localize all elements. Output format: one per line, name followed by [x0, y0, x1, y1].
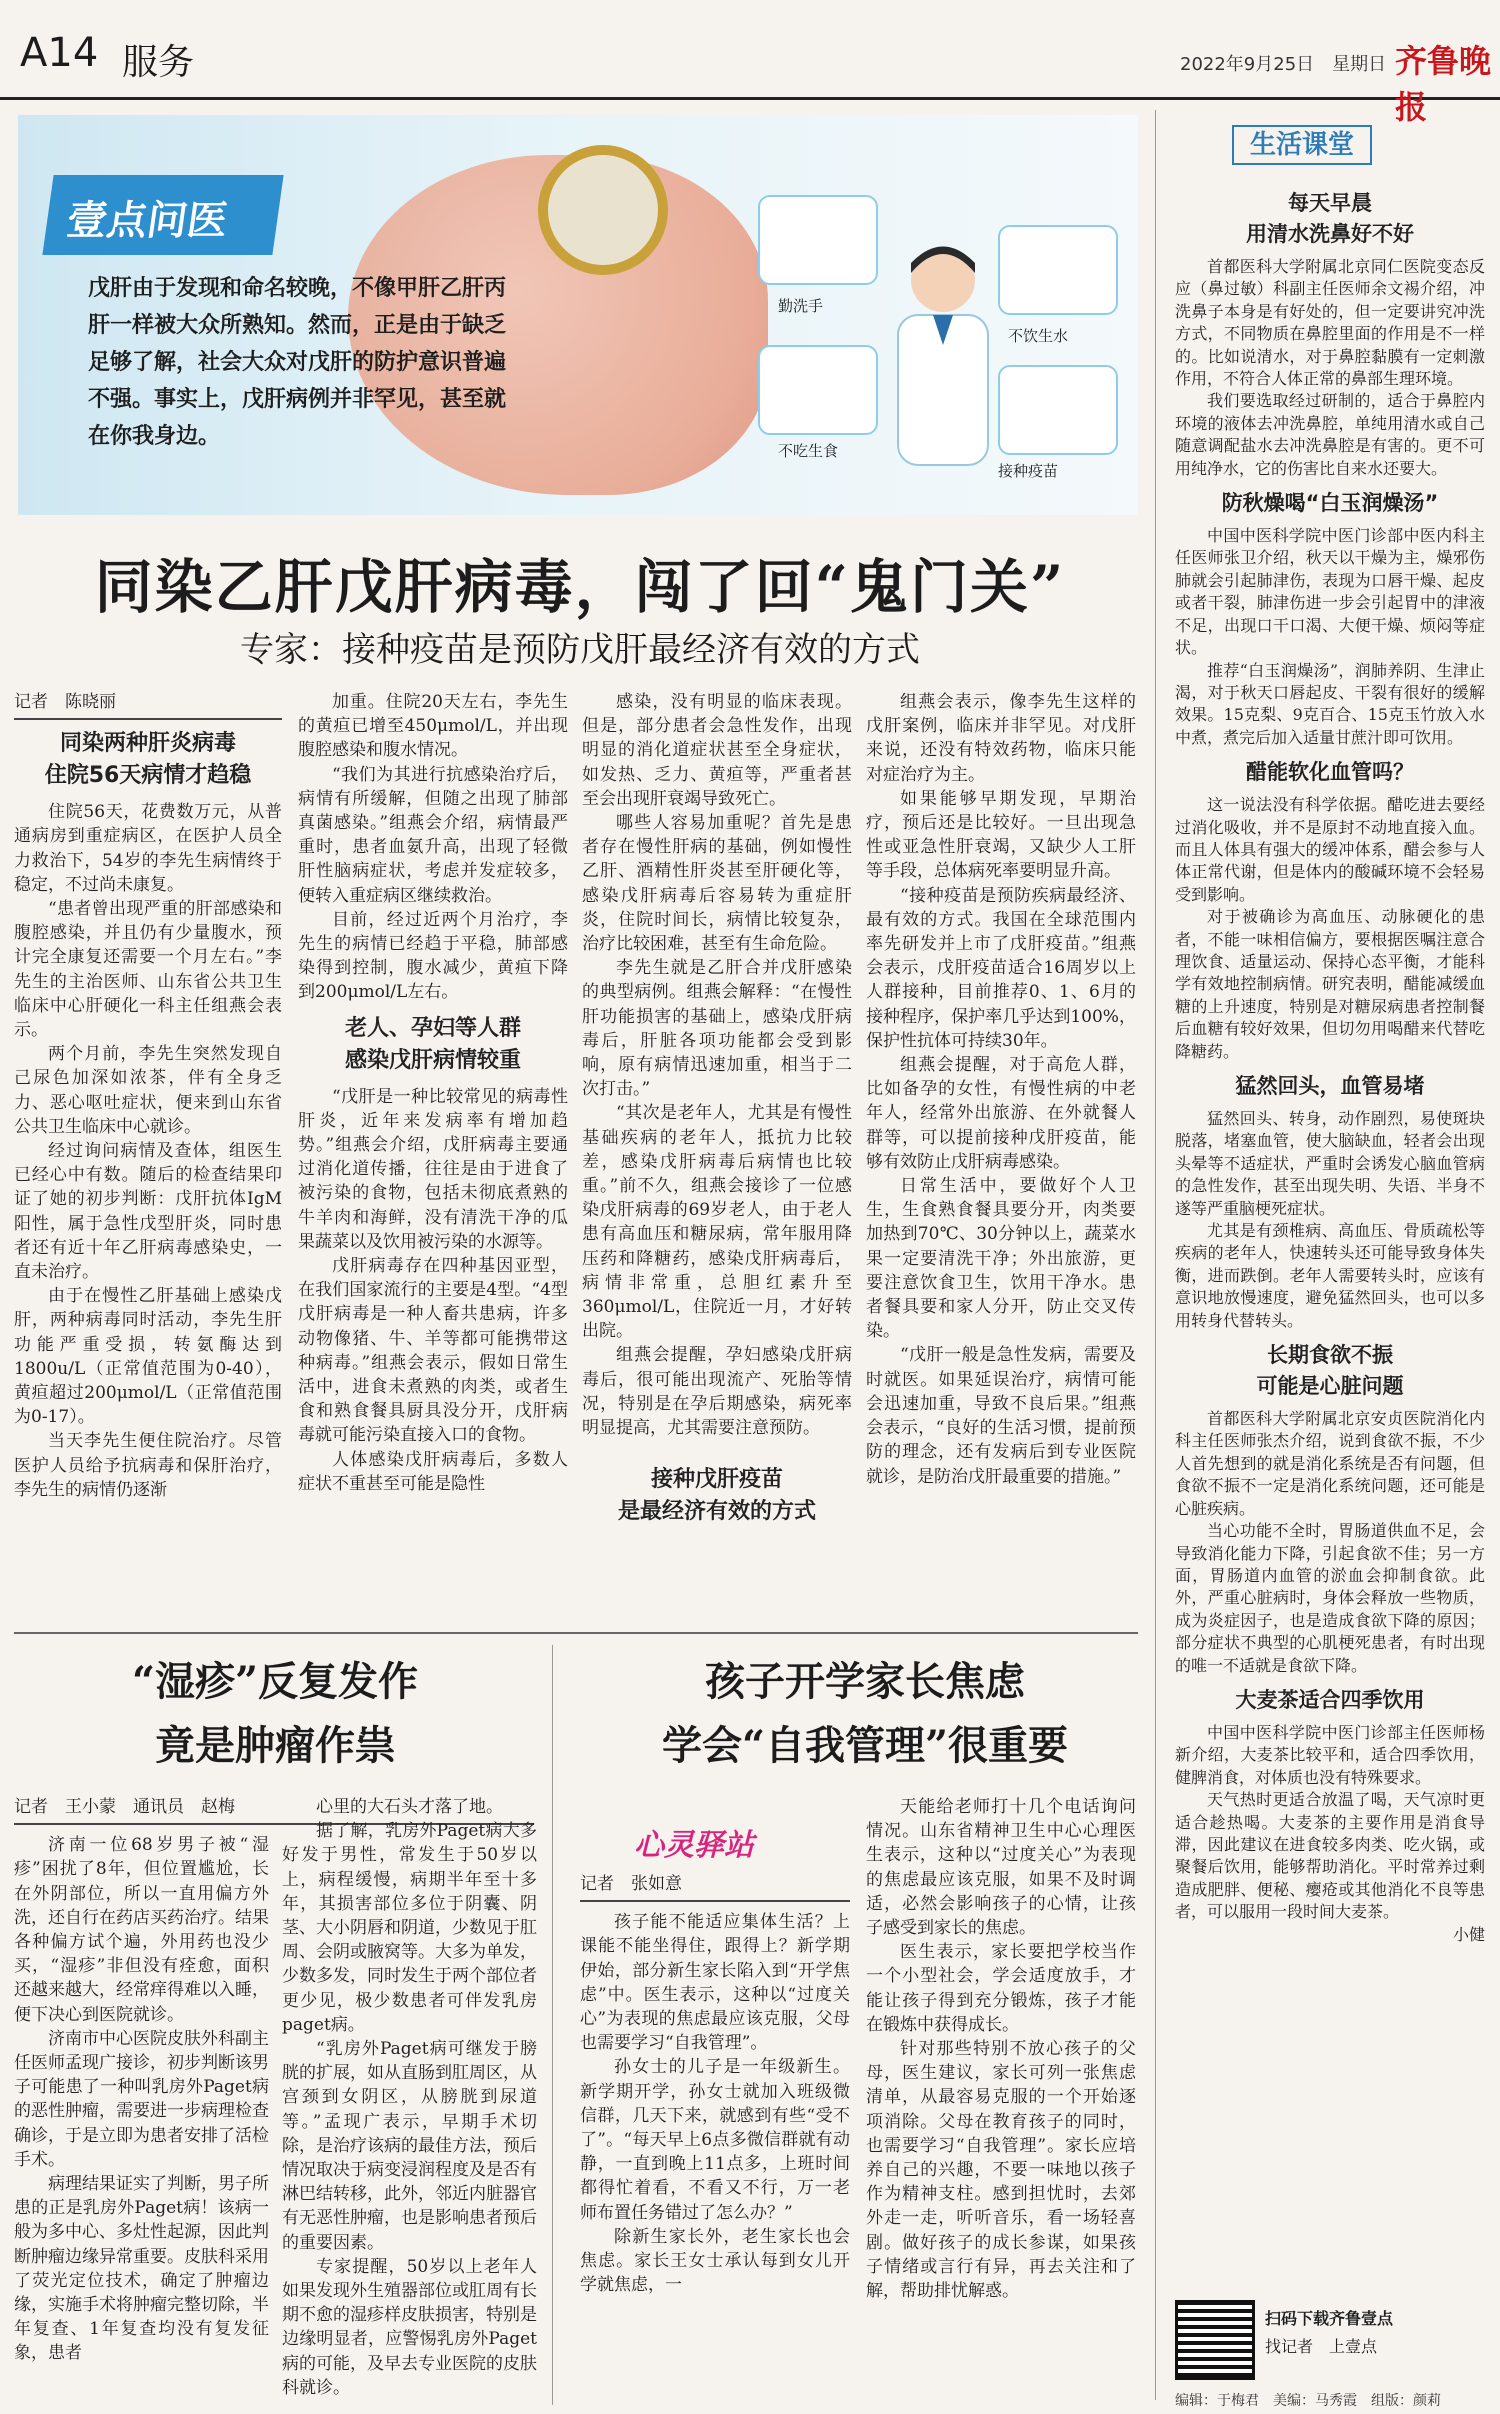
sidebar-item-title: 醋能软化血管吗？: [1246, 760, 1414, 785]
qr-caption-line: 扫码下载齐鲁壹点: [1265, 2309, 1394, 2328]
sidebar-item-title: 长期食欲不振 可能是心脏问题: [1256, 1343, 1404, 1399]
paragraph: 病理结果证实了判断，男子所患的正是乳房外Paget病！该病一般为多中心、多灶性起源，因此判断肿瘤边缘异常重要。皮肤科采用了荧光定位技术，确定了肿瘤边缘，实施手术将肿瘤完整切除，半年复查、1年复查均没有复发征象，患者: [14, 2174, 269, 2364]
label-wash-hands: 勤洗手: [778, 297, 824, 315]
handwash-icon: [758, 195, 878, 285]
paragraph: 当天李先生便住院治疗。尽管医护人员给予抗病毒和保肝治疗，李先生的病情仍逐渐: [14, 1431, 282, 1500]
masthead: [0, 0, 1500, 126]
paragraph: 由于在慢性乙肝基础上感染戊肝，两种病毒同时活动，李先生肝功能严重受损，转氨酶达到1800u/L（正常值范围为0-40），黄疸超过200μmol/L（正常值范围为0-17）。: [14, 1286, 282, 1428]
byline: 记者 张如意: [580, 1872, 850, 1902]
paragraph: “戊肝一般是急性发病，需要及时就医。如果延误治疗，病情可能会迅速加重，导致不良后果。”组燕会表示，“良好的生活习惯，提前预防的理念，还有发病后到专业医院就诊，是防治戊肝最重要的措施。”: [866, 1345, 1136, 1487]
editor-credits: 编辑：于梅君 美编：马秀霞 组版：颜莉: [1175, 2393, 1441, 2409]
paragraph: 目前，经过近两个月治疗，李先生的病情已经趋于平稳，肺部感染得到控制，腹水减少，黄疸下降到200μmol/L左右。: [298, 909, 568, 1003]
paragraph: “我们为其进行抗感染治疗后，病情有所缓解，但随之出现了肺部真菌感染。”组燕会介绍，病情最严重时，患者血氨升高，出现了轻微肝性脑病症状，考虑并发症较多，便转入重症病区继续救治。: [298, 764, 568, 906]
sidebar-paragraph: 推荐“白玉润燥汤”，润肺养阴、生津止渴，对于秋天口唇起皮、干裂有很好的缓解效果。15克梨、9克百合、15克玉竹放入水中煮，煮完后加入适量甘蔗汁即可饮用。: [1175, 660, 1485, 747]
paragraph: 住院56天，花费数万元，从普通病房到重症病区，在医护人员全力救治下，54岁的李先生病情终于稳定，不过尚未康复。: [14, 802, 282, 895]
paragraph-group: [580, 1910, 850, 2297]
paragraph: 李先生就是乙肝合并戊肝感染的典型病例。组燕会解释：“在慢性肝功能损害的基础上，感染戊肝病毒后，肝脏各项功能都会受到影响，原有病情迅速加重，相当于二次打击。”: [582, 958, 852, 1100]
sidebar-paragraph: 我们要选取经过研制的，适合于鼻腔内环境的液体去冲洗鼻腔，单纯用清水或自己随意调配盐水去冲洗鼻腔是有害的。更不可用纯净水，它的伤害比自来水还要大。: [1175, 391, 1485, 478]
paragraph-group: [282, 1795, 537, 2400]
article-headline: “湿疹”反复发作 竟是肿瘤作祟: [131, 1658, 418, 1769]
paragraph: “其次是老年人，尤其是有慢性基础疾病的老年人，抵抗力比较差，感染戊肝病毒后病情也比较重。”前不久，组燕会接诊了一位感染戊肝病毒的69岁老人，由于老人患有高血压和糖尿病，常年服用降压药和降糖药，感染戊肝病毒后，病情非常重，总胆红素升至360μmol/L，住院近一月，才好转出院。: [582, 1103, 852, 1342]
sidebar-tag: 生活课堂: [1232, 125, 1372, 165]
paragraph: 戊肝病毒存在四种基因亚型，在我们国家流行的主要是4型。“4型戊肝病毒是一种人畜共患病，许多动物像猪、牛、羊等都可能携带这种病毒。”组燕会表示，假如日常生活中，进食未煮熟的肉类，或者生食和熟食餐具厨具没分开，戊肝病毒就可能污染直接入口的食物。: [298, 1256, 568, 1446]
column-logo: 心灵驿站: [634, 1828, 754, 1863]
paragraph: 孩子能不能适应集体生活？上课能不能坐得住，跟得上？新学期伊始，部分新生家长陷入到“开学焦虑”中。医生表示，这种以“过度关心”为表现的焦虑最应该克服，父母也需要学习“自我管理”。: [580, 1912, 850, 2054]
divider: [14, 1632, 1138, 1634]
paragraph: 日常生活中，要做好个人卫生，生食熟食餐具要分开，肉类要加热到70℃、30分钟以上，蔬菜水果一定要清洗干净；外出旅游，更要注意饮食卫生，饮用干净水。患者餐具要和家人分开，防止交叉传染。: [866, 1176, 1136, 1342]
sidebar-paragraph: 这一说法没有科学依据。醋吃进去要经过消化吸收，并不是原封不动地直接入血。而且人体具有强大的缓冲体系，醋会参与人体正常代谢，但是体内的酸碱环境不会轻易受到影响。: [1175, 795, 1485, 904]
article1-column-1: [14, 690, 282, 1502]
paragraph: 组燕会提醒，孕妇感染戊肝病毒后，很可能出现流产、死胎等情况，特别是在孕后期感染，病死率明显提高，尤其需要注意预防。: [582, 1345, 852, 1439]
paragraph: 济南市中心医院皮肤外科副主任医师孟现广接诊，初步判断该男子可能患了一种叫乳房外Paget病的恶性肿瘤，需要进一步病理检查确诊，于是立即为患者安排了活检手术。: [14, 2028, 269, 2170]
stethoscope-icon: [538, 145, 668, 275]
paragraph: “戊肝是一种比较常见的病毒性肝炎，近年来发病率有增加趋势。”组燕会介绍，戊肝病毒主要通过消化道传播，往往是由于进食了被污染的食物，包括未彻底煮熟的牛羊肉和海鲜，没有清洗干净的瓜果蔬菜以及饮用被污染的水源等。: [298, 1086, 568, 1252]
paragraph: 组燕会表示，像李先生这样的戊肝案例，临床并非罕见。对戊肝来说，还没有特效药物，临床只能对症治疗为主。: [866, 692, 1136, 785]
paragraph: 人体感染戊肝病毒后，多数人症状不重甚至可能是隐性: [298, 1449, 568, 1494]
section-name: 服务: [122, 42, 195, 83]
banner-illustration: [18, 115, 1138, 515]
sidebar-paragraph: 尤其是有颈椎病、高血压、骨质疏松等疾病的老年人，快速转头还可能导致身体失衡，进而跌倒。老年人需要转头时，应该有意识地放慢速度，避免猛然回头，也可以多用转身代替转头。: [1175, 1221, 1485, 1330]
sidebar-item-title: 每天早晨 用清水洗鼻好不好: [1246, 191, 1414, 246]
sidebar-author: 小健: [1452, 1924, 1485, 1944]
sidebar-paragraph: 天气热时更适合放温了喝，天气凉时更适合趁热喝。大麦茶的主要作用是消食导滞，因此建议在进食较多肉类、吃火锅，或聚餐后饮用，能够帮助消化。平时常养过剩造成肥胖、便秘、瘿疮或其他消化不良等患者，可以服用一段时间大麦茶。: [1175, 1790, 1485, 1922]
banner-intro: 戊肝由于发现和命名较晚，不像甲肝乙肝丙肝一样被大众所熟知。然而，正是由于缺乏足够了解，社会大众对戊肝的防护意识普遍不强。事实上，戊肝病例并非罕见，甚至就在你我身边。: [88, 275, 507, 449]
paragraph-group: [14, 1833, 269, 2365]
prevention-panel: [758, 195, 1118, 495]
article1-column-2: [298, 690, 568, 1496]
qr-code[interactable]: [1175, 2300, 1255, 2380]
paragraph-group: [298, 1085, 568, 1496]
paragraph-group: [866, 1795, 1136, 2303]
sidebar-item-title: 大麦茶适合四季饮用: [1235, 1687, 1425, 1712]
subhead: 接种戊肝疫苗 是最经济有效的方式: [617, 1467, 816, 1525]
sidebar-paragraph: 中国中医科学院中医门诊部中医内科主任医师张卫介绍，秋天以干燥为主，燥邪伤肺就会引起肺津伤，表现为口唇干燥、起皮或者干裂，肺津伤进一步会引起胃中的津液不足，出现口干口渴、大便干燥、烦闷等症状。: [1175, 526, 1485, 658]
article-headline: 同染乙肝戊肝病毒，闯了回“鬼门关”: [94, 553, 1066, 621]
byline: 记者 王小蒙 通讯员 赵梅: [14, 1795, 534, 1825]
sidebar-item-title: 防秋燥喝“白玉润燥汤”: [1221, 491, 1439, 516]
paragraph-group: [582, 690, 852, 1440]
sidebar-paragraph: 当心功能不全时，胃肠道供血不足，会导致消化能力下降，引起食欲不佳；另一方面，胃肠道内血管的淤血会抑制食欲。此外，严重心脏病时，身体会释放一些物质，成为炎症因子，也是造成食欲下降的原因；部分症状不典型的心肌梗死患者，有时出现的唯一不适就是食欲下降。: [1175, 1521, 1485, 1675]
sidebar-paragraph: 猛然回头、转身，动作剧烈，易使斑块脱落，堵塞血管，使大脑缺血，轻者会出现头晕等不适症状，严重时会诱发心脑血管病的急性发作，甚至出现失明、失语、半身不遂等严重脑梗死症状。: [1175, 1109, 1485, 1218]
sidebar-item-title: 猛然回头，血管易堵: [1235, 1074, 1425, 1098]
paragraph: 医生表示，家长要把学校当作一个小型社会，学会适度放手，才能让孩子得到充分锻炼，孩子才能在锻炼中获得成长。: [866, 1942, 1136, 2035]
article2-column-1: [14, 1795, 269, 2366]
paragraph: 除新生家长外，老生家长也会焦虑。家长王女士承认每到女儿开学就焦虑，一: [580, 2226, 850, 2296]
paragraph-group: [14, 800, 282, 1502]
raw-food-icon: [758, 345, 878, 435]
sidebar-divider: [1155, 110, 1156, 2400]
newspaper-logo: 齐鲁晚报: [1395, 42, 1492, 126]
qr-caption-line: 找记者 上壹点: [1265, 2337, 1378, 2356]
page-number: A14: [20, 30, 99, 76]
sidebar-paragraph: 首都医科大学附属北京同仁医院变态反应（鼻过敏）科副主任医师余文裼介绍，冲洗鼻子本身是有好处的，但一定要讲究冲洗方式，不同物质在鼻腔里面的作用是不一样的。比如说清水，对于鼻腔黏膜有一定刺激作用，不符合人体正常的鼻部生理环境。: [1175, 257, 1485, 389]
subhead: 同染两种肝炎病毒 住院56天病情才趋稳: [44, 731, 252, 789]
article1-column-4: [866, 690, 1136, 1489]
paragraph: 针对那些特别不放心孩子的父母，医生建议，家长可列一张焦虑清单，从最容易克服的一个开始逐项消除。父母在教育孩子的同时，也需要学习“自我管理”。家长应培养自己的兴趣，不要一味地以孩子作为精神支柱。感到担忧时，去郊外走一走，听听音乐，看一场轻喜剧。做好孩子的成长参谋，如果孩子情绪或言行有异，再去关注和了解，帮助排忧解惑。: [866, 2039, 1136, 2302]
article3-column-2: [866, 1795, 1136, 2303]
paragraph: 感染，没有明显的临床表现。但是，部分患者会急性发作，出现明显的消化道症状甚至全身症状，如发热、乏力、黄疸等，严重者甚至会出现肝衰竭导致死亡。: [582, 692, 852, 809]
vaccine-icon: [998, 365, 1118, 455]
article-subheadline: 专家：接种疫苗是预防戊肝最经济有效的方式: [240, 630, 920, 670]
paragraph: “患者曾出现严重的肝部感染和腹腔感染，并且仍有少量腹水，预计完全康复还需要一个月左右。”李先生的主治医师、山东省公共卫生临床中心肝硬化一科主任组燕会表示。: [14, 899, 282, 1041]
column-badge: 壹点问医: [42, 175, 283, 255]
article-headline: 孩子开学家长焦虑 学会“自我管理”很重要: [661, 1658, 1068, 1769]
paragraph: 据了解，乳房外Paget病大多好发于男性，常发生于50岁以上，病程缓慢，病期半年至十多年，其损害部位多位于阴囊、阴茎、大小阴唇和阴道，少数见于肛周、会阴或腋窝等。大多为单发，少数多发，同时发生于两个部位者更少见，极少数患者可伴发乳房paget病。: [282, 1821, 537, 2035]
article2-column-2: [282, 1795, 537, 2400]
sidebar-paragraph: 中国中医科学院中医门诊部主任医师杨新介绍，大麦茶比较平和，适合四季饮用，健脾消食，对体质也没有特殊要求。: [1175, 1722, 1485, 1787]
paragraph: 专家提醒，50岁以上老年人如果发现外生殖器部位或肛周有长期不愈的湿疹样皮肤损害，特别是边缘明显者，应警惕乳房外Paget病的可能，及早去专业医院的皮肤科就诊。: [282, 2256, 537, 2398]
paragraph: 济南一位68岁男子被“湿疹”困扰了8年，但位置尴尬，长在外阴部位，所以一直用偏方外洗，还自行在药店买药治疗。结果各种偏方试个遍，外用药也没少买，“湿疹”非但没有痊愈，面积还越来越大，经常痒得难以入睡，便下决心到医院就诊。: [14, 1835, 269, 2025]
paragraph: 经过询问病情及查体，组医生已经心中有数。随后的检查结果印证了她的初步判断：戊肝抗体IgM阳性，属于急性戊型肝炎，同时患者还有近十年乙肝病毒感染史，一直未治疗。: [14, 1141, 282, 1283]
article1-column-3: [582, 690, 852, 1536]
byline: 记者 陈晓丽: [14, 690, 282, 720]
paragraph: 加重。住院20天左右，李先生的黄疸已增至450μmol/L，并出现腹腔感染和腹水情况。: [298, 692, 568, 761]
well-water-icon: [998, 225, 1118, 315]
article3-column-1: [580, 1872, 850, 2297]
paragraph: 哪些人容易加重呢？首先是患者存在慢性肝病的基础，例如慢性乙肝、酒精性肝炎甚至肝硬化等，感染戊肝病毒后容易转为重症肝炎，住院时间长，病情比较复杂，治疗比较困难，甚至有生命危险。: [582, 813, 852, 955]
paragraph: “乳房外Paget病可继发于膀胱的扩展，如从直肠到肛周区，从宫颈到女阴区，从膀胱到尿道等。”孟现广表示，早期手术切除，是治疗该病的最佳方法，预后情况取决于病变浸润程度及是否有淋巴结转移，此外，邻近内脏器官有无恶性肿瘤，也是影响患者预后的重要因素。: [282, 2039, 537, 2253]
paragraph-group: [298, 690, 568, 1005]
paragraph: 天能给老师打十几个电话询问情况。山东省精神卫生中心心理医生表示，这种以“过度关心”为表现的焦虑最应该克服，如果不及时调适，必然会影响孩子的心情，让孩子感受到家长的焦虑。: [866, 1797, 1136, 1939]
sidebar-column: [1175, 180, 1485, 1946]
label-vaccinate: 接种疫苗: [998, 462, 1059, 480]
divider: [552, 1645, 553, 2405]
sidebar-paragraph: 对于被确诊为高血压、动脉硬化的患者，不能一味相信偏方，要根据医嘱注意合理饮食、适量运动、保持心态平衡，才能科学有效地控制病情。研究表明，醋能减缓血糖的上升速度，特别是对糖尿病患者控制餐后血糖有较好效果，但切勿用喝醋来代替吃降糖药。: [1175, 907, 1485, 1061]
paragraph-group: [866, 690, 1136, 1489]
qr-caption: [1265, 2305, 1495, 2361]
subhead: 老人、孕妇等人群 感染戊肝病情较重: [344, 1015, 521, 1073]
paragraph: 组燕会提醒，对于高危人群，比如备孕的女性，有慢性病的中老年人，经常外出旅游、在外就餐人群等，可以提前接种戊肝疫苗，能够有效防止戊肝病毒感染。: [866, 1055, 1136, 1172]
paragraph: 如果能够早期发现，早期治疗，预后还是比较好。一旦出现急性或亚急性肝衰竭，又缺少人工肝等手段，总体病死率要明显升高。: [866, 788, 1136, 882]
doctor-illustration: [878, 235, 1008, 475]
paragraph: 心里的大石头才落了地。: [316, 1797, 503, 1817]
label-no-raw-water: 不饮生水: [1008, 327, 1069, 345]
paragraph: “接种疫苗是预防疾病最经济、最有效的方式。我国在全球范围内率先研发并上市了戊肝疫苗。”组燕会表示，戊肝疫苗适合16周岁以上人群接种，目前推荐0、1、6月的接种程序，保护率几乎达到100%，保护性抗体可持续30年。: [866, 885, 1136, 1051]
paragraph: 两个月前，李先生突然发现自己尿色加深如浓茶，伴有全身乏力、恶心呕吐症状，便来到山东省公共卫生临床中心就诊。: [14, 1044, 282, 1137]
sidebar-paragraph: 首都医科大学附属北京安贞医院消化内科主任医师张杰介绍，说到食欲不振，不少人首先想到的就是消化系统是否有问题，但食欲不振不一定是消化系统问题，还可能是心脏疾病。: [1175, 1409, 1485, 1518]
issue-date: 2022年9月25日 星期日: [1180, 54, 1387, 75]
label-no-raw-food: 不吃生食: [778, 442, 839, 460]
paragraph: 孙女士的儿子是一年级新生。新学期开学，孙女士就加入班级微信群，几天下来，就感到有些“受不了”。“每天早上6点多微信群就有动静，一直到晚上11点多，上班时间都得忙着看，不看又不行，万一老师布置任务错过了怎么办？”: [580, 2057, 850, 2223]
